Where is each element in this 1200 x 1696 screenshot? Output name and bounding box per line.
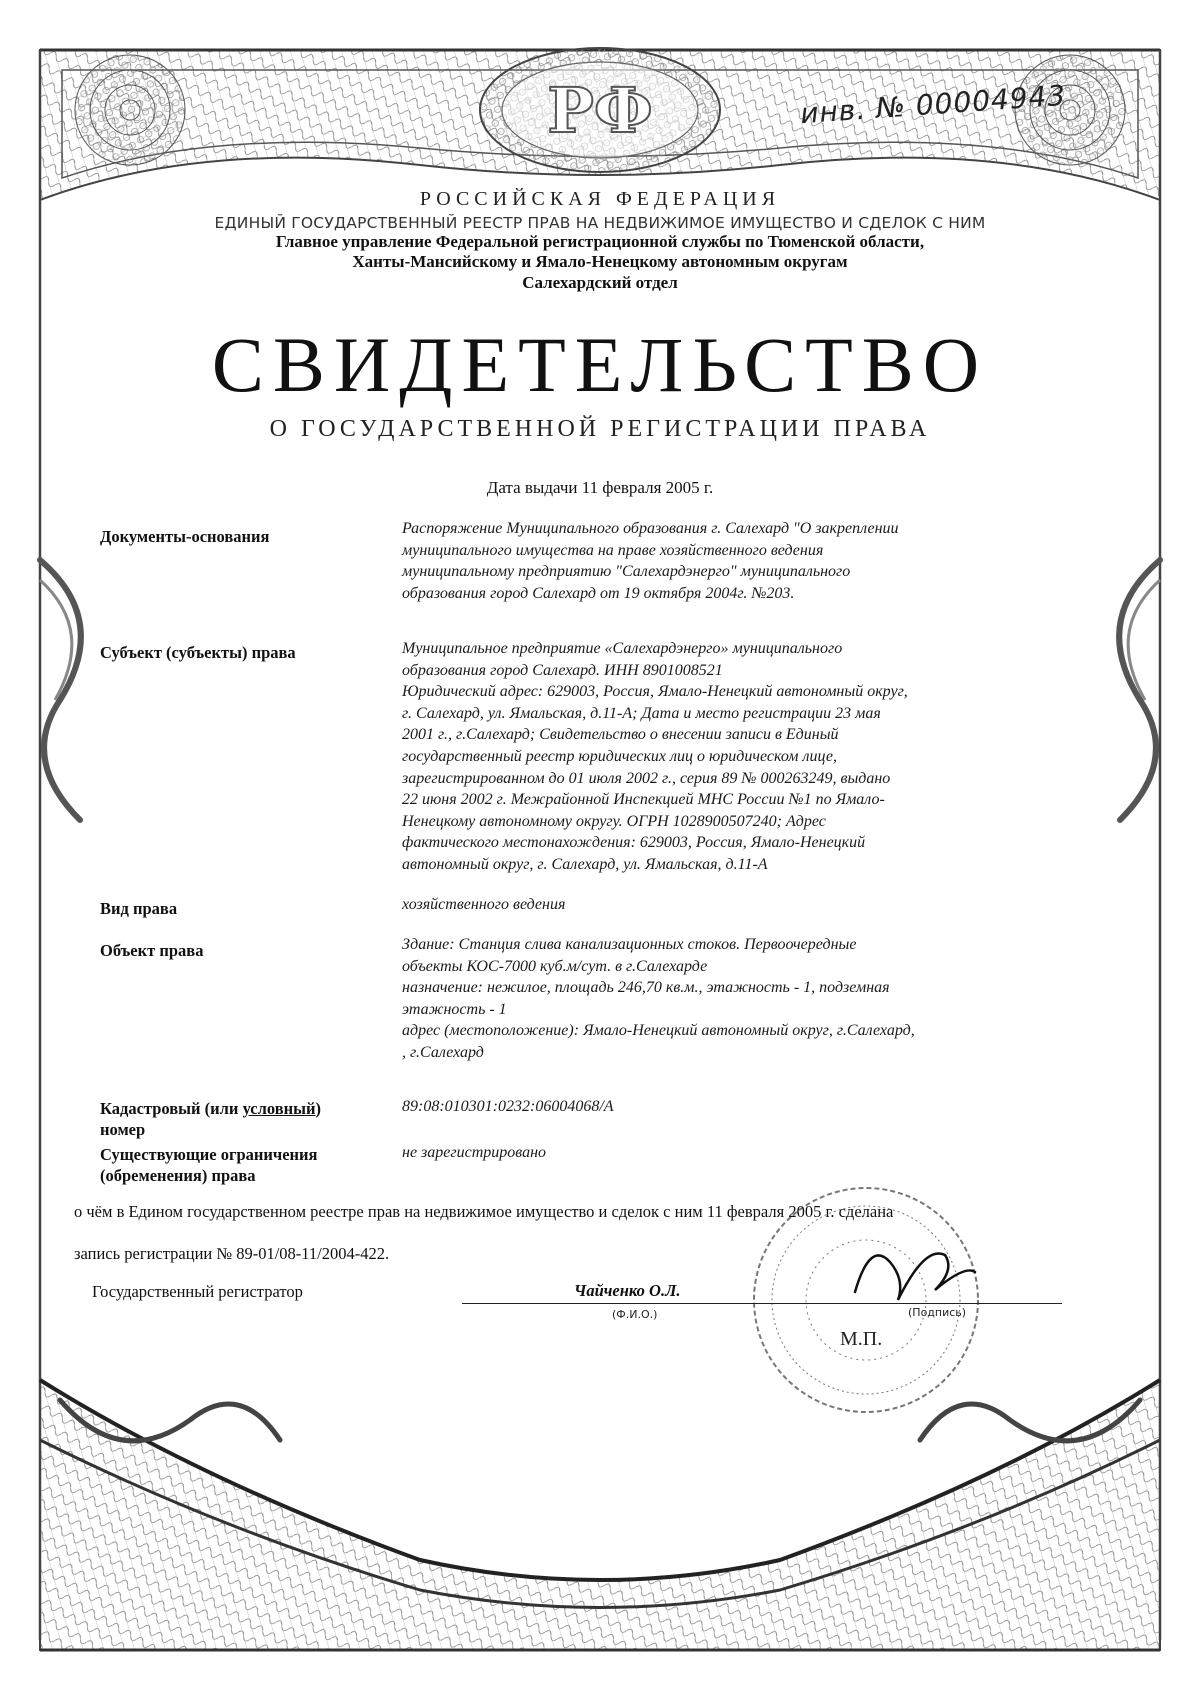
cadastral-label [100, 1098, 390, 1140]
registrar-label: Государственный регистратор [92, 1282, 303, 1301]
subject-label: Субъект (субъекты) права [100, 643, 296, 662]
emblem-rf-text: РФ [547, 74, 653, 147]
registration-line-1: о чём в Едином государственном реестре прав на недвижимое имущество и сделок с ним 11 февраля 2005 г. сделана [74, 1202, 894, 1221]
handwritten-inventory-number: инв. № 00004943 [799, 78, 1068, 131]
subject-value [402, 638, 1054, 876]
object-label: Объект права [100, 941, 204, 960]
subject-line: государственный реестр юридических лиц о юридическом лице, [402, 747, 837, 765]
subject-line: 2001 г., г.Салехард; Свидетельство о внесении записи в Единый [402, 726, 839, 744]
registrar-name: Чайченко О.Л. [574, 1281, 681, 1300]
cadastral-label-part: номер [100, 1120, 146, 1139]
right-type-label: Вид права [100, 899, 178, 918]
object-line: объекты КОС-7000 куб.м/сут. в г.Салехарде [402, 957, 708, 975]
signature-caption: (Подпись) [908, 1306, 967, 1319]
cadastral-label-part: ) [315, 1099, 322, 1118]
subject-line: фактического местонахождения: 629003, Россия, Ямало-Ненецкий [402, 834, 866, 852]
subject-line: Юридический адрес: 629003, Россия, Ямало-Ненецкий автономный округ, [402, 683, 908, 701]
documents-line: муниципальному предприятию "Салехардэнерго" муниципального [402, 563, 851, 581]
registry-overprint: ЕДИНЫЙ ГОСУДАРСТВЕННЫЙ РЕЕСТР ПРАВ НА НЕДВИЖИМОЕ ИМУЩЕСТВО И СДЕЛОК С НИМ [214, 214, 986, 232]
fio-caption: (Ф.И.О.) [612, 1308, 658, 1321]
object-value [402, 934, 1054, 1064]
corner-rosette-top-left [75, 55, 185, 165]
object-line: этажность - 1 [402, 1000, 507, 1018]
registration-line-2: запись регистрации № 89-01/08-11/2004-422. [74, 1244, 390, 1263]
stamp-caption: М.П. [840, 1328, 883, 1350]
documents-label: Документы-основания [100, 527, 270, 546]
documents-value [402, 518, 1054, 604]
subject-line: Ненецкому автономному округу. ОГРН 1028900507240; Адрес [402, 812, 826, 830]
certificate-title: СВИДЕТЕЛЬСТВО [211, 321, 989, 408]
subject-line: г. Салехард, ул. Ямальская, д.11-А; Дата и место регистрации 23 мая [402, 704, 881, 722]
issue-date: Дата выдачи 11 февраля 2005 г. [486, 478, 714, 497]
object-line: адрес (местоположение): Ямало-Ненецкий автономный округ, г.Салехард, [402, 1022, 915, 1040]
subject-line: 22 июня 2002 г. Межрайонной Инспекцией МНС России №1 по Ямало- [402, 791, 885, 809]
object-line: , г.Салехард [402, 1043, 484, 1061]
certificate-subtitle: О ГОСУДАРСТВЕННОЙ РЕГИСТРАЦИИ ПРАВА [269, 416, 931, 442]
subject-line: образования город Салехард. ИНН 8901008521 [402, 661, 723, 679]
documents-line: Распоряжение Муниципального образования г. Салехард "О закреплении [402, 520, 899, 537]
object-line: Здание: Станция слива канализационных стоков. Первоочередные [402, 936, 857, 953]
department-name: Салехардский отдел [522, 273, 678, 292]
object-line: назначение: нежилое, площадь 246,70 кв.м., этажность - 1, подземная [402, 979, 890, 997]
restrictions-label-line: (обременения) права [100, 1166, 256, 1185]
cadastral-label-part: Кадастровый (или [100, 1099, 243, 1118]
documents-line: образования город Салехард от 19 октября 2004г. №203. [402, 584, 795, 602]
documents-line: муниципального имущества на праве хозяйственного ведения [402, 541, 824, 559]
authority-line-2: Ханты-Мансийскому и Ямало-Ненецкому автономным округам [352, 252, 848, 271]
restrictions-label-line: Существующие ограничения [100, 1145, 318, 1164]
subject-line: зарегистрированном до 01 июля 2002 г., серия 89 № 000263249, выдано [402, 769, 891, 787]
subject-line: Муниципальное предприятие «Салехардэнерго» муниципального [402, 640, 843, 657]
restrictions-label [100, 1144, 390, 1186]
restrictions-value: не зарегистрировано [402, 1144, 547, 1161]
right-type-value: хозяйственного ведения [402, 896, 566, 913]
authority-line-1: Главное управление Федеральной регистрационной службы по Тюменской области, [275, 232, 925, 251]
cadastral-label-underlined: условный [242, 1099, 316, 1118]
country-title: РОССИЙСКАЯ ФЕДЕРАЦИЯ [419, 188, 781, 210]
signature-line [462, 1303, 1062, 1304]
subject-line: автономный округ, г. Салехард, ул. Ямальская, д.11-А [402, 855, 768, 873]
cadastral-value: 89:08:010301:0232:06004068/А [402, 1098, 614, 1115]
